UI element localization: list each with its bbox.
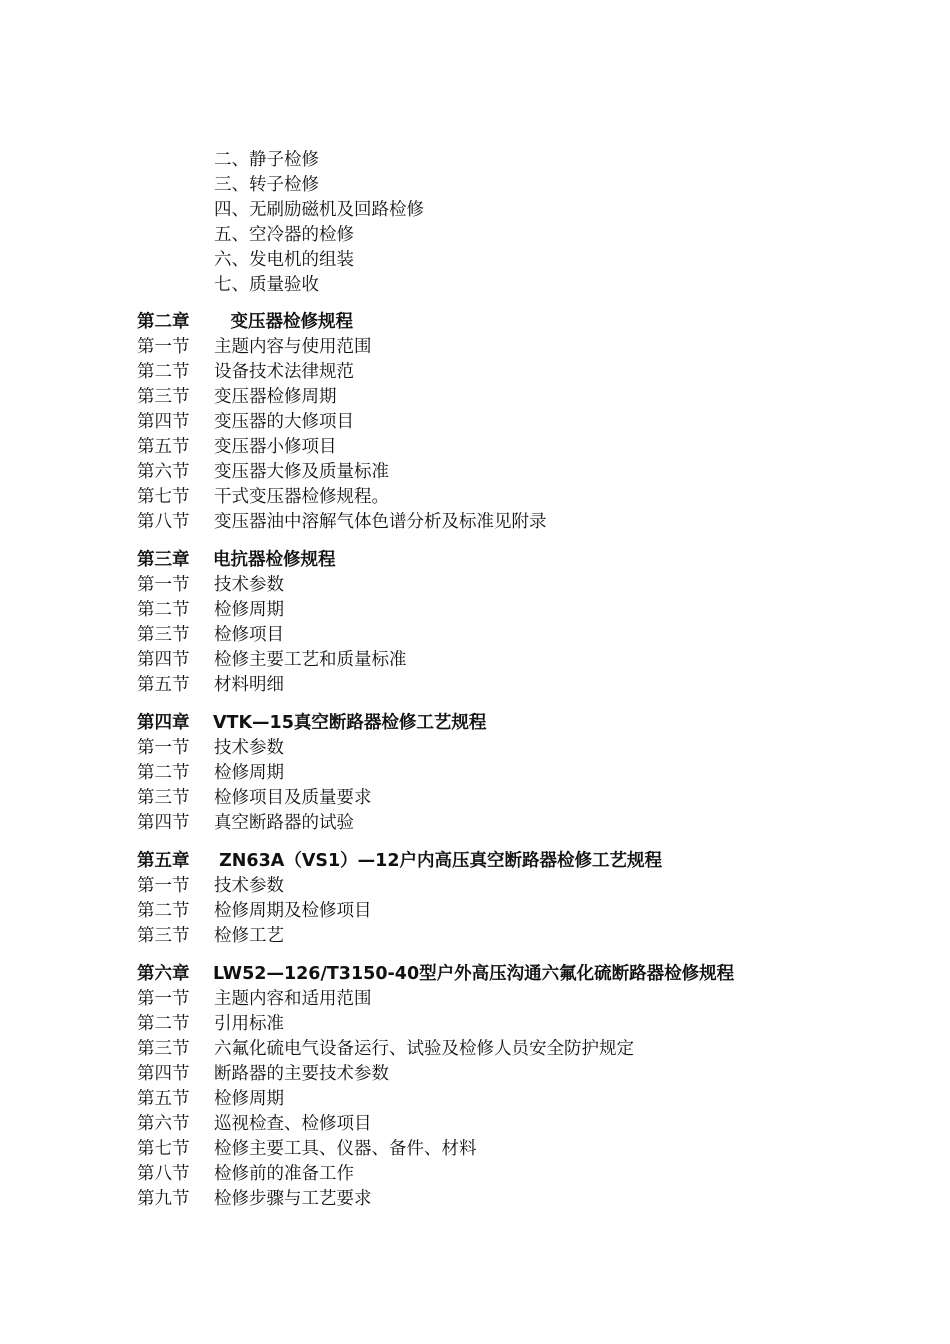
section-entry [137, 648, 734, 673]
section-entry [137, 1162, 734, 1187]
chapter-number: 第六章 [137, 964, 190, 984]
section-number: 第四节 [137, 1064, 190, 1084]
section-title: 主题内容和适用范围 [214, 989, 372, 1009]
section-entry [137, 1137, 734, 1162]
section-title: 变压器大修及质量标准 [214, 462, 389, 482]
section-entry [137, 811, 734, 836]
section-entry [137, 1187, 734, 1212]
section-number: 第二节 [137, 1014, 190, 1034]
section-number: 第三节 [137, 788, 190, 808]
section-entry [137, 573, 734, 598]
section-entry [137, 360, 734, 385]
section-entry [137, 786, 734, 811]
section-number: 第二节 [137, 763, 190, 783]
chapter-number: 第三章 [137, 550, 190, 570]
section-number: 第九节 [137, 1189, 190, 1209]
toc-entry: 二、静子检修 [214, 150, 319, 170]
chapter-heading [137, 711, 734, 736]
section-number: 第五节 [137, 675, 190, 695]
section-entry [137, 1062, 734, 1087]
section-entry [137, 623, 734, 648]
section-title: 检修项目及质量要求 [214, 788, 372, 808]
section-number: 第二节 [137, 901, 190, 921]
section-title: 检修周期及检修项目 [214, 901, 372, 921]
section-number: 第六节 [137, 1114, 190, 1134]
chapter-number: 第二章 [137, 312, 190, 332]
section-title: 技术参数 [214, 575, 284, 595]
section-title: 检修前的准备工作 [214, 1164, 354, 1184]
section-title: 变压器检修周期 [214, 387, 337, 407]
chapter-title: 电抗器检修规程 [213, 550, 336, 570]
section-title: 引用标准 [214, 1014, 284, 1034]
section-entry [137, 924, 734, 949]
section-number: 第八节 [137, 1164, 190, 1184]
section-title: 检修工艺 [214, 926, 284, 946]
section-title: 检修周期 [214, 1089, 284, 1109]
section-number: 第八节 [137, 512, 190, 532]
section-entry [137, 385, 734, 410]
chapter-heading [137, 548, 734, 573]
chapter-heading [137, 849, 734, 874]
section-title: 检修主要工具、仪器、备件、材料 [214, 1139, 477, 1159]
section-number: 第一节 [137, 876, 190, 896]
chapter-number: 第五章 [137, 851, 190, 871]
section-number: 第四节 [137, 650, 190, 670]
chapter-heading [137, 962, 734, 987]
section-title: 变压器油中溶解气体色谱分析及标准见附录 [214, 512, 547, 532]
section-entry [137, 1087, 734, 1112]
section-number: 第二节 [137, 600, 190, 620]
section-entry [137, 673, 734, 698]
section-entry [137, 874, 734, 899]
section-number: 第六节 [137, 462, 190, 482]
chapter-title: VTK—15真空断路器检修工艺规程 [213, 713, 487, 733]
section-entry [137, 1112, 734, 1137]
section-entry [137, 410, 734, 435]
section-number: 第一节 [137, 989, 190, 1009]
section-title: 巡视检查、检修项目 [214, 1114, 372, 1134]
section-entry [137, 435, 734, 460]
section-number: 第七节 [137, 1139, 190, 1159]
section-title: 真空断路器的试验 [214, 813, 354, 833]
section-title: 检修项目 [214, 625, 284, 645]
section-entry [137, 899, 734, 924]
section-title: 检修主要工艺和质量标准 [214, 650, 407, 670]
section-title: 材料明细 [214, 675, 284, 695]
section-entry [137, 1037, 734, 1062]
top-section-list [214, 148, 424, 298]
toc-entry: 七、质量验收 [214, 275, 319, 295]
section-number: 第七节 [137, 487, 190, 507]
section-title: 技术参数 [214, 876, 284, 896]
chapter-block [137, 849, 734, 949]
chapter-heading [137, 310, 734, 335]
section-title: 设备技术法律规范 [214, 362, 354, 382]
section-title: 变压器小修项目 [214, 437, 337, 457]
section-entry [137, 987, 734, 1012]
section-number: 第三节 [137, 625, 190, 645]
section-number: 第三节 [137, 926, 190, 946]
chapter-block [137, 962, 734, 1212]
section-number: 第三节 [137, 387, 190, 407]
section-title: 六氟化硫电气设备运行、试验及检修人员安全防护规定 [214, 1039, 634, 1059]
section-title: 检修步骤与工艺要求 [214, 1189, 372, 1209]
section-entry [137, 1012, 734, 1037]
section-title: 技术参数 [214, 738, 284, 758]
toc-entry: 四、无刷励磁机及回路检修 [214, 200, 424, 220]
toc-entry: 五、空冷器的检修 [214, 225, 354, 245]
section-number: 第一节 [137, 575, 190, 595]
section-entry [137, 598, 734, 623]
chapter-list [137, 310, 734, 1225]
section-entry [137, 510, 734, 535]
section-title: 主题内容与使用范围 [214, 337, 372, 357]
chapter-block [137, 548, 734, 698]
section-title: 检修周期 [214, 763, 284, 783]
section-number: 第五节 [137, 437, 190, 457]
section-number: 第四节 [137, 813, 190, 833]
section-number: 第三节 [137, 1039, 190, 1059]
section-number: 第五节 [137, 1089, 190, 1109]
chapter-title: 变压器检修规程 [213, 312, 353, 332]
toc-entry: 六、发电机的组装 [214, 250, 354, 270]
section-entry [137, 485, 734, 510]
section-title: 干式变压器检修规程。 [214, 487, 389, 507]
section-number: 第一节 [137, 337, 190, 357]
section-number: 第一节 [137, 738, 190, 758]
chapter-block [137, 711, 734, 836]
section-title: 检修周期 [214, 600, 284, 620]
chapter-title: LW52—126/T3150-40型户外高压沟通六氟化硫断路器检修规程 [213, 964, 735, 984]
section-entry [137, 736, 734, 761]
section-entry [137, 761, 734, 786]
chapter-title: ZN63A（VS1）—12户内高压真空断路器检修工艺规程 [213, 851, 663, 871]
section-title: 变压器的大修项目 [214, 412, 354, 432]
chapter-number: 第四章 [137, 713, 190, 733]
toc-entry: 三、转子检修 [214, 175, 319, 195]
chapter-block [137, 310, 734, 535]
section-entry [137, 335, 734, 360]
section-entry [137, 460, 734, 485]
section-title: 断路器的主要技术参数 [214, 1064, 389, 1084]
section-number: 第二节 [137, 362, 190, 382]
section-number: 第四节 [137, 412, 190, 432]
